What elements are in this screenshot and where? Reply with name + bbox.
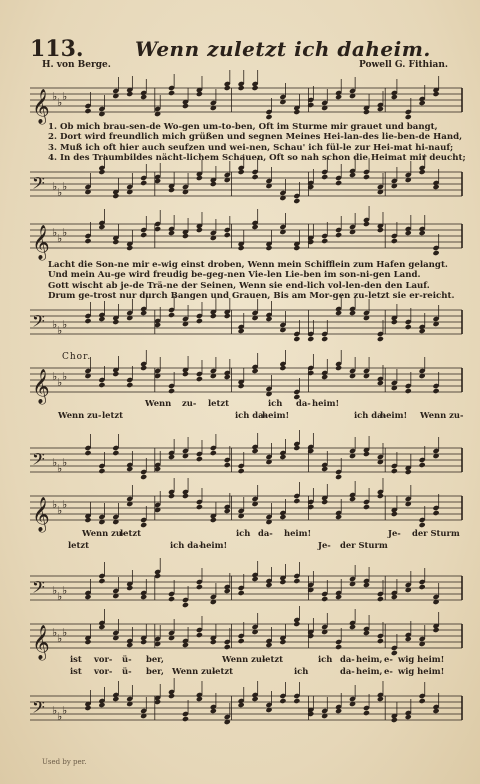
chorus-word: heim! xyxy=(380,410,408,420)
note-head xyxy=(363,710,370,716)
bass-clef-icon: 𝄢 xyxy=(32,173,45,197)
note-head xyxy=(307,336,314,342)
chorus-word: wig heim! xyxy=(398,654,445,664)
system-2-bass-staff xyxy=(0,304,480,344)
verse-line: Und mein Au-ge wird freudig be-geg-nen Vie-len Lie-ben im son-ni-gen Land. xyxy=(48,270,421,281)
chorus-word: Wenn xyxy=(145,398,172,408)
chorus-3-treble-staff xyxy=(0,618,480,658)
note-head xyxy=(419,698,426,704)
note-head xyxy=(168,596,175,602)
flat-icon: ♭ xyxy=(57,462,63,475)
note-head xyxy=(377,336,384,342)
chorus-word: Je- xyxy=(388,528,401,538)
flat-icon: ♭ xyxy=(62,370,68,383)
note-head xyxy=(321,336,328,342)
note-head xyxy=(335,232,342,238)
chorus-1-bass-staff xyxy=(0,442,480,482)
note-head xyxy=(112,450,119,456)
flat-icon: ♭ xyxy=(52,626,58,639)
note-head xyxy=(238,590,245,596)
chorus-word: heim, xyxy=(356,654,383,664)
chorus-word: da- xyxy=(340,666,355,676)
chorus-2-bass-staff xyxy=(0,570,480,610)
note-head xyxy=(238,638,245,644)
chorus-2-treble-staff xyxy=(0,490,480,530)
notes xyxy=(84,478,439,528)
note-head xyxy=(224,232,231,238)
flat-icon: ♭ xyxy=(52,456,58,469)
flat-icon: ♭ xyxy=(52,180,58,193)
note-head xyxy=(168,90,175,96)
chorus-word: letzt xyxy=(262,654,284,664)
flat-icon: ♭ xyxy=(57,96,63,109)
note-head xyxy=(335,474,342,480)
chorus-word: heim, xyxy=(356,666,383,676)
verses-block-2 xyxy=(48,260,454,302)
chorus-word: heim! xyxy=(262,410,290,420)
note-head xyxy=(140,522,147,528)
notes xyxy=(84,350,439,400)
note-head xyxy=(196,584,203,590)
note-head xyxy=(335,644,342,650)
note-head xyxy=(293,498,300,504)
note-head xyxy=(391,468,398,474)
note-head xyxy=(252,174,259,180)
treble-clef-icon: 𝄞 xyxy=(32,625,50,660)
note-head xyxy=(210,450,217,456)
flat-icon: ♭ xyxy=(57,590,63,603)
note-head xyxy=(293,198,300,204)
note-head xyxy=(363,174,370,180)
note-head xyxy=(84,108,91,114)
note-head xyxy=(84,450,91,456)
note-head xyxy=(84,318,91,324)
verse-line: 4. In des Traumbildes nächt-lichem Schauen, Oft so nah schon die Heimat mir deucht; xyxy=(48,153,466,164)
verse-line: 1. Ob mich brau-sen-de Wo-gen um-to-ben, Oft im Sturme mir grauet und bangt, xyxy=(48,122,438,132)
note-head xyxy=(405,388,412,394)
note-head xyxy=(293,578,300,584)
chorus-word: ich xyxy=(294,666,309,676)
lyricist-credit: H. von Berge. xyxy=(42,60,111,70)
chorus-word: vor- xyxy=(94,654,113,664)
flat-icon: ♭ xyxy=(52,318,58,331)
flat-icon: ♭ xyxy=(62,318,68,331)
chorus-word: ü- xyxy=(122,654,132,664)
note-head xyxy=(293,336,300,342)
flat-icon: ♭ xyxy=(57,632,63,645)
chorus-1-treble-staff xyxy=(0,362,480,402)
flat-icon: ♭ xyxy=(52,704,58,717)
hymn-number: 113. xyxy=(30,36,84,62)
chorus-word: heim! xyxy=(284,528,312,538)
chorus-word: ich da- xyxy=(170,540,203,550)
note-head xyxy=(196,504,203,510)
treble-clef-icon: 𝄞 xyxy=(32,89,50,124)
chorus-word: letzt xyxy=(212,666,234,676)
note-head xyxy=(419,462,426,468)
notes xyxy=(84,606,439,656)
note-head xyxy=(238,468,245,474)
system-1-bass-staff xyxy=(0,166,480,206)
note-head xyxy=(196,632,203,638)
flat-icon: ♭ xyxy=(52,498,58,511)
flat-icon: ♭ xyxy=(62,704,68,717)
notes xyxy=(84,430,439,480)
flat-icon: ♭ xyxy=(62,498,68,511)
bass-clef-icon: 𝄢 xyxy=(32,311,45,335)
chorus-word: ber, xyxy=(146,654,164,664)
chorus-word: ber, xyxy=(146,666,164,676)
note-head xyxy=(140,474,147,480)
bass-clef-icon: 𝄢 xyxy=(32,697,45,721)
treble-clef-icon: 𝄞 xyxy=(32,225,50,260)
chorus-word: vor- xyxy=(94,666,113,676)
chorus-word: da- xyxy=(340,654,355,664)
notes xyxy=(84,678,439,725)
flat-icon: ♭ xyxy=(62,90,68,103)
chorus-word: zu- xyxy=(182,398,197,408)
chorus-word: letzt xyxy=(68,540,90,550)
note-head xyxy=(265,114,272,120)
chorus-word: letzt xyxy=(208,398,230,408)
note-head xyxy=(405,324,412,330)
notes xyxy=(84,558,439,608)
note-head xyxy=(391,238,398,244)
chorus-label: Chor. xyxy=(62,352,92,362)
note-head xyxy=(84,238,91,244)
verse-line: Lacht die Son-ne mir e-wig einst droben, Wenn mein Schifflein zum Hafen gelangt. xyxy=(48,260,448,270)
verse-line: Drum ge-trost nur durch Bangen und Grauen, Bis am Mor-gen zu-letzt sie er-reicht. xyxy=(48,291,455,302)
note-head xyxy=(182,602,189,608)
flat-icon: ♭ xyxy=(57,186,63,199)
chorus-word: wig heim! xyxy=(398,666,445,676)
note-head xyxy=(405,114,412,120)
hymn-title: Wenn zuletzt ich daheim. xyxy=(135,37,431,61)
note-head xyxy=(433,250,440,256)
note-head xyxy=(433,510,440,516)
chorus-word: ich xyxy=(236,528,251,538)
verses-block-1 xyxy=(48,122,466,164)
note-head xyxy=(168,312,175,318)
verse-line: 3. Muß ich oft hier auch seufzen und wei-nen, Schau' ich fül-le zur Hei-mat hi-nauf; xyxy=(48,142,454,153)
note-head xyxy=(98,578,105,584)
chorus-word: Wenn zu- xyxy=(172,666,216,676)
composer-credit: Powell G. Fithian. xyxy=(358,60,448,70)
treble-clef-icon: 𝄞 xyxy=(32,369,50,404)
chorus-word: ist xyxy=(70,666,82,676)
verse-line: Gott wischt ab je-de Trä-ne der Seinen, Wenn sie end-lich vol-len-den den Lauf. xyxy=(48,280,430,291)
note-head xyxy=(335,180,342,186)
notes xyxy=(84,70,439,120)
note-head xyxy=(321,238,328,244)
flat-icon: ♭ xyxy=(57,376,63,389)
flat-icon: ♭ xyxy=(57,710,63,723)
notes xyxy=(84,206,439,256)
flat-icon: ♭ xyxy=(52,90,58,103)
chorus-word: Wenn zu- xyxy=(58,410,102,420)
flat-icon: ♭ xyxy=(52,584,58,597)
chorus-word: heim! xyxy=(200,540,228,550)
chorus-word: e- xyxy=(384,666,393,676)
flat-icon: ♭ xyxy=(57,504,63,517)
system-1-treble-staff xyxy=(0,82,480,122)
chorus-word: heim! xyxy=(312,398,340,408)
flat-icon: ♭ xyxy=(62,626,68,639)
bass-clef-icon: 𝄢 xyxy=(32,577,45,601)
chorus-word: ich xyxy=(268,398,283,408)
note-head xyxy=(182,716,189,722)
note-head xyxy=(224,462,231,468)
system-2-treble-staff xyxy=(0,218,480,258)
flat-icon: ♭ xyxy=(62,584,68,597)
bass-clef-icon: 𝄢 xyxy=(32,449,45,473)
flat-icon: ♭ xyxy=(62,226,68,239)
note-head xyxy=(196,376,203,382)
chorus-word: Wenn zu- xyxy=(420,410,464,420)
note-head xyxy=(140,180,147,186)
flat-icon: ♭ xyxy=(57,232,63,245)
chorus-word: ich xyxy=(318,654,333,664)
note-head xyxy=(98,382,105,388)
treble-clef-icon: 𝄞 xyxy=(32,497,50,532)
flat-icon: ♭ xyxy=(57,324,63,337)
note-head xyxy=(168,388,175,394)
footer-note: Used by per. xyxy=(42,758,87,766)
note-head xyxy=(377,638,384,644)
note-head xyxy=(196,318,203,324)
flat-icon: ♭ xyxy=(52,226,58,239)
note-head xyxy=(363,504,370,510)
chorus-word: ü- xyxy=(122,666,132,676)
note-head xyxy=(196,456,203,462)
note-head xyxy=(224,644,231,650)
note-head xyxy=(293,698,300,704)
note-head xyxy=(321,174,328,180)
note-head xyxy=(126,382,133,388)
chorus-word: Je- xyxy=(318,540,331,550)
chorus-word: ich da- xyxy=(235,410,268,420)
chorus-word: der Sturm xyxy=(412,528,460,538)
verse-line: 2. Dort wird freundlich mich grüßen und segnen Meines Hei-lan-des lie-ben-de Hand, xyxy=(48,132,463,143)
chorus-3-bass-staff xyxy=(0,690,480,730)
chorus-word: der Sturm xyxy=(340,540,388,550)
chorus-word: letzt xyxy=(102,410,124,420)
flat-icon: ♭ xyxy=(62,180,68,193)
note-head xyxy=(279,698,286,704)
chorus-word: da- xyxy=(296,398,311,408)
note-head xyxy=(433,388,440,394)
note-head xyxy=(140,232,147,238)
chorus-word: da- xyxy=(258,528,273,538)
chorus-word: Wenn zu- xyxy=(82,528,126,538)
note-head xyxy=(321,596,328,602)
note-head xyxy=(98,468,105,474)
note-head xyxy=(377,596,384,602)
flat-icon: ♭ xyxy=(62,456,68,469)
chorus-word: ich da- xyxy=(354,410,387,420)
chorus-word: e- xyxy=(384,654,393,664)
flat-icon: ♭ xyxy=(52,370,58,383)
chorus-word: Wenn zu- xyxy=(222,654,266,664)
chorus-word: letzt xyxy=(120,528,142,538)
chorus-word: ist xyxy=(70,654,82,664)
notes xyxy=(84,295,439,342)
note-head xyxy=(419,584,426,590)
